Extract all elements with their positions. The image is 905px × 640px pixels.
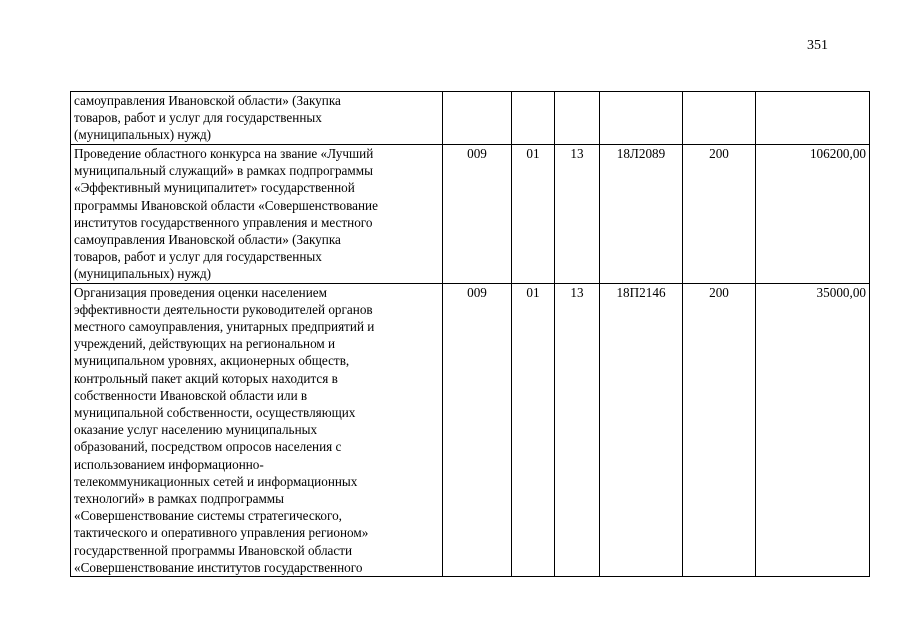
amount-cell: 106200,00: [756, 145, 870, 284]
section-code-cell: [512, 92, 555, 145]
description-cell: [71, 145, 443, 284]
subsection-code-cell: 13: [555, 283, 600, 576]
description-line: товаров, работ и услуг для государственных: [74, 249, 322, 265]
description-line: использованием информационно-: [74, 456, 264, 472]
target-article-cell: 18Л2089: [600, 145, 683, 284]
target-article-cell: [600, 92, 683, 145]
description-line: телекоммуникационных сетей и информационных: [74, 473, 358, 489]
description-line: собственности Ивановской области или в: [74, 387, 308, 403]
ministry-code-cell: 009: [443, 283, 512, 576]
description-line: муниципальной собственности, осуществляющих: [74, 405, 356, 421]
description-line: «Эффективный муниципалитет» государственной: [74, 180, 355, 196]
description-line: эффективности деятельности руководителей органов: [74, 301, 373, 317]
ministry-code-cell: [443, 92, 512, 145]
expense-type-cell: 200: [683, 145, 756, 284]
budget-table: [70, 91, 870, 577]
description-line: муниципальный служащий» в рамках подпрограммы: [74, 163, 373, 179]
table-row: [71, 145, 870, 284]
description-line: программы Ивановской области «Совершенствование: [74, 197, 378, 213]
section-code-cell: 01: [512, 283, 555, 576]
description-line: самоуправления Ивановской области» (Закупка: [74, 93, 341, 108]
description-line: «Совершенствование институтов государственного: [74, 559, 363, 575]
description-cell: [71, 92, 443, 145]
description-line: местного самоуправления, унитарных предприятий и: [74, 319, 375, 335]
description-line: учреждений, действующих на региональном и: [74, 336, 336, 352]
table-row: [71, 92, 870, 145]
description-line: Организация проведения оценки населением: [74, 284, 327, 300]
description-cell: [71, 283, 443, 576]
description-line: оказание услуг населению муниципальных: [74, 422, 318, 438]
description-line: институтов государственного управления и местного: [74, 214, 373, 230]
ministry-code-cell: 009: [443, 145, 512, 284]
expense-type-cell: 200: [683, 283, 756, 576]
subsection-code-cell: 13: [555, 145, 600, 284]
description-line: товаров, работ и услуг для государственных: [74, 110, 322, 126]
table-row: [71, 283, 870, 576]
description-line: технологий» в рамках подпрограммы: [74, 491, 285, 507]
description-line: тактического и оперативного управления регионом»: [74, 525, 369, 541]
description-line: самоуправления Ивановской области» (Закупка: [74, 232, 341, 248]
section-code-cell: 01: [512, 145, 555, 284]
description-line: контрольный пакет акций которых находится в: [74, 370, 338, 386]
subsection-code-cell: [555, 92, 600, 145]
description-line: Проведение областного конкурса на звание «Лучший: [74, 146, 374, 161]
description-line: (муниципальных) нужд): [74, 127, 212, 143]
description-line: государственной программы Ивановской области: [74, 542, 353, 558]
description-line: образований, посредством опросов населения с: [74, 439, 342, 455]
table-body: [71, 92, 870, 577]
amount-cell: 35000,00: [756, 283, 870, 576]
page-number: 351: [807, 38, 828, 53]
expense-type-cell: [683, 92, 756, 145]
description-line: «Совершенствование системы стратегического,: [74, 508, 342, 524]
description-line: муниципальном уровнях, акционерных обществ,: [74, 353, 350, 369]
description-line: (муниципальных) нужд): [74, 266, 212, 282]
amount-cell: [756, 92, 870, 145]
target-article-cell: 18П2146: [600, 283, 683, 576]
